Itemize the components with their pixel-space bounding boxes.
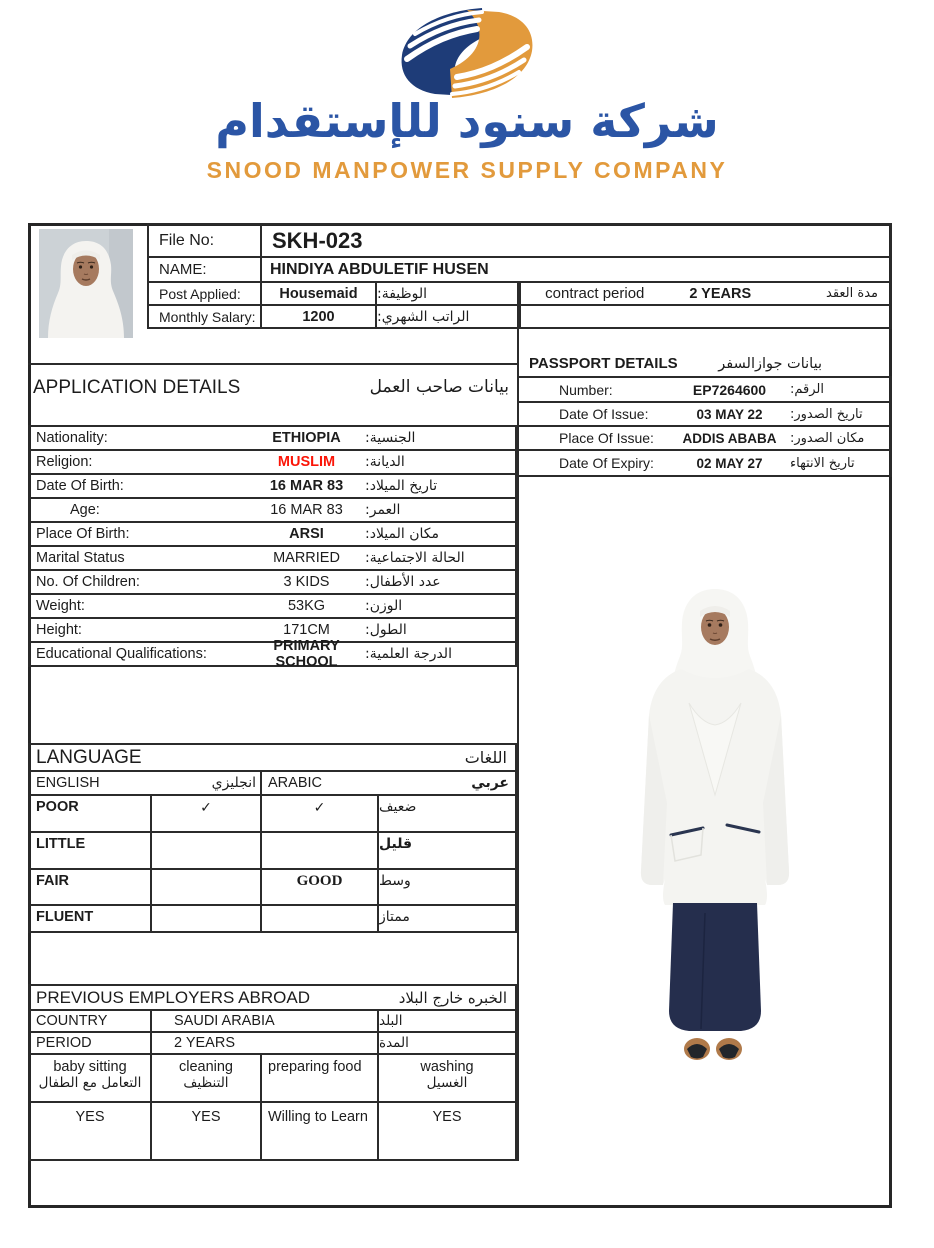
monthly-salary-value: 1200 (260, 306, 375, 327)
app-row-marital-status (28, 545, 517, 571)
skill-preparing-food (260, 1055, 377, 1101)
field-label: Marital Status (36, 550, 125, 566)
field-label: Place Of Issue: (559, 430, 654, 446)
field-label-ar: مكان الصدور: (790, 430, 865, 446)
previous-employers-title-ar: الخبره خارج البلاد (398, 988, 507, 1007)
field-value: ARSI (289, 526, 324, 542)
passport-details-header (517, 351, 892, 376)
skill-cleaning (150, 1055, 260, 1101)
skill-answer: Willing to Learn (260, 1103, 377, 1159)
passport-row-number (517, 376, 892, 403)
post-applied-label-ar: الوظيفة: (375, 283, 519, 304)
english-mark (150, 833, 260, 868)
skill-label: cleaning (178, 1059, 233, 1075)
field-value: 16 MAR 83 (269, 478, 344, 494)
contract-period-value: 2 YEARS (689, 285, 752, 302)
company-name-english: SNOOD MANPOWER SUPPLY COMPANY (206, 157, 728, 183)
field-value: 02 MAY 27 (696, 455, 763, 471)
field-value: ADDIS ABABA (682, 430, 777, 446)
period-label: PERIOD (36, 1035, 92, 1051)
field-label-ar: الدرجة العلمية: (365, 646, 452, 662)
app-row-place-of-birth (28, 521, 517, 547)
arabic-label-ar: عربي (471, 775, 509, 791)
language-title-ar: اللغات (464, 748, 507, 767)
level-label-ar: وسط (377, 870, 515, 904)
language-row-fair (28, 868, 517, 906)
field-label-ar: الرقم: (790, 382, 824, 397)
contract-period-label-ar: مدة العقد (826, 286, 878, 301)
field-value: 03 MAY 22 (696, 406, 763, 422)
skill-label-ar: التنظيف (183, 1075, 229, 1091)
country-row (28, 1009, 517, 1033)
skill-label-ar: التعامل مع الطفال (38, 1075, 142, 1091)
field-label-ar: العمر: (365, 502, 401, 518)
skill-answer: YES (377, 1103, 515, 1159)
field-label: No. Of Children: (36, 574, 140, 590)
skills-answer-row (28, 1101, 517, 1161)
application-details-title-ar: بيانات صاحب العمل (369, 377, 509, 397)
empty-cell (519, 306, 890, 327)
language-title: LANGUAGE (36, 746, 142, 768)
field-label: Date Of Birth: (36, 478, 124, 494)
field-value: 53KG (287, 598, 326, 614)
name-label: NAME: (159, 261, 207, 278)
level-label: FAIR (36, 873, 70, 889)
file-no-row (147, 223, 892, 258)
skill-answer: YES (150, 1103, 260, 1159)
level-label: LITTLE (36, 836, 86, 852)
english-mark (150, 906, 260, 931)
field-label: Religion: (36, 454, 93, 470)
field-label: Number: (559, 381, 613, 398)
field-label: Weight: (36, 598, 85, 614)
skill-label: washing (420, 1059, 474, 1075)
app-row-religion (28, 449, 517, 475)
arabic-column-header (260, 772, 515, 794)
post-applied-value: Housemaid (260, 283, 375, 304)
level-label-ar: ممتاز (377, 906, 515, 931)
field-label: Height: (36, 622, 82, 638)
english-mark (150, 870, 260, 904)
file-no-label: File No: (159, 231, 215, 249)
field-label-ar: مكان الميلاد: (365, 526, 440, 542)
field-value: EP7264600 (692, 381, 767, 398)
field-label: Place Of Birth: (36, 526, 130, 542)
file-no-value: SKH-023 (260, 225, 890, 256)
field-label-ar: تاريخ الصدور: (790, 406, 863, 422)
english-label: ENGLISH (36, 775, 100, 791)
field-label: Educational Qualifications: (36, 646, 207, 662)
field-label-ar: الديانة: (365, 454, 405, 470)
field-label-ar: تاريخ الانتهاء (790, 455, 855, 471)
field-value: PRIMARY SCHOOL (273, 638, 340, 670)
field-label: Date Of Issue: (559, 406, 649, 422)
arabic-mark (260, 833, 377, 868)
level-label: POOR (36, 799, 79, 815)
level-label: FLUENT (36, 909, 94, 925)
skill-baby-sitting (30, 1055, 150, 1101)
company-name-arabic: شركة سنود للإستقدام (215, 94, 719, 148)
app-row-children (28, 569, 517, 595)
field-label: Nationality: (36, 430, 108, 446)
skill-label: baby sitting (53, 1059, 127, 1075)
passport-row-issue-place (517, 425, 892, 451)
language-column-header-row (28, 770, 517, 796)
field-label-ar: تاريخ الميلاد: (365, 478, 438, 494)
app-row-education (28, 638, 517, 670)
period-label-ar: المدة (377, 1033, 515, 1053)
app-row-date-of-birth (28, 473, 517, 499)
field-label-ar: الوزن: (365, 598, 403, 614)
previous-employers-header (28, 984, 517, 1011)
applicant-id-photo (39, 229, 133, 338)
company-logo-icon (387, 4, 547, 102)
field-label: Date Of Expiry: (559, 455, 654, 471)
language-row-little (28, 831, 517, 870)
arabic-mark: GOOD (260, 870, 377, 904)
country-value: SAUDI ARABIA (150, 1011, 377, 1031)
application-details-header (28, 363, 517, 425)
period-row (28, 1031, 517, 1055)
name-row (147, 256, 892, 283)
application-details-title: APPLICATION DETAILS (33, 377, 241, 398)
previous-employers-title: PREVIOUS EMPLOYERS ABROAD (36, 987, 310, 1007)
arabic-mark (260, 906, 377, 931)
field-value: 16 MAR 83 (270, 502, 343, 518)
monthly-salary-label: Monthly Salary: (159, 308, 256, 325)
passport-details-title-ar: بيانات جوازالسفر (718, 355, 822, 372)
post-applied-row (147, 281, 892, 306)
monthly-salary-label-ar: الراتب الشهري: (375, 306, 519, 327)
skill-label: preparing food (268, 1059, 362, 1075)
passport-row-expiry-date (517, 449, 892, 477)
field-value: 171CM (283, 622, 330, 638)
country-label: COUNTRY (36, 1013, 108, 1029)
language-row-poor (28, 794, 517, 833)
passport-details-title: PASSPORT DETAILS (529, 355, 678, 372)
english-mark: ✓ (150, 796, 260, 831)
field-label: Age: (70, 502, 100, 518)
applicant-full-body-photo (625, 583, 805, 1075)
field-value: MARRIED (273, 550, 340, 566)
passport-row-issue-date (517, 401, 892, 427)
field-label-ar: الحالة الاجتماعية: (365, 550, 465, 566)
app-row-nationality (28, 425, 517, 451)
language-row-fluent (28, 904, 517, 933)
app-row-weight (28, 593, 517, 619)
contract-period-cell (519, 283, 890, 304)
skill-label-ar: الغسيل (426, 1075, 468, 1091)
level-label-ar: قليل (377, 833, 515, 868)
arabic-label: ARABIC (268, 775, 322, 791)
country-label-ar: البلد (377, 1011, 515, 1031)
period-value: 2 YEARS (150, 1033, 377, 1053)
level-label-ar: ضعيف (377, 796, 515, 831)
field-value: ETHIOPIA (272, 430, 341, 446)
skill-washing (377, 1055, 515, 1101)
english-column-header (30, 772, 260, 794)
contract-period-label: contract period (545, 285, 645, 302)
field-label-ar: عدد الأطفال: (365, 574, 441, 590)
arabic-mark: ✓ (260, 796, 377, 831)
skill-answer: YES (75, 1109, 105, 1125)
field-label-ar: الطول: (365, 622, 407, 638)
english-label-ar: انجليزي (211, 775, 256, 791)
field-label-ar: الجنسية: (365, 430, 416, 446)
app-row-age (28, 497, 517, 523)
skills-header-row (28, 1053, 517, 1103)
name-value: HINDIYA ABDULETIF HUSEN (260, 258, 890, 281)
field-value: MUSLIM (277, 454, 336, 470)
post-applied-label: Post Applied: (159, 285, 241, 302)
field-value: 3 KIDS (283, 574, 330, 590)
language-header (28, 743, 517, 772)
monthly-salary-row (147, 304, 892, 329)
